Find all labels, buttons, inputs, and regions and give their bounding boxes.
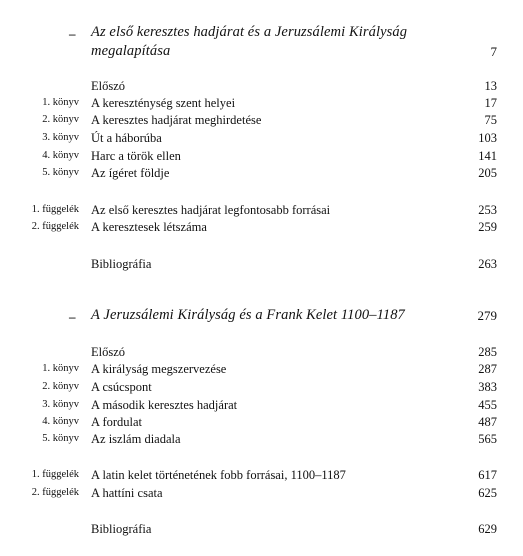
appendix-row [0,485,523,501]
chapter-page: 455 [478,398,497,412]
toc-row [0,165,523,181]
chapter-title: A második keresztes hadjárat [91,398,238,412]
appendix-page: 253 [478,203,497,217]
chapter-page: 13 [484,79,497,93]
toc-row [0,112,523,128]
appendix-title: A latin kelet történetének fobb forrásai, 1100–1187 [91,468,346,482]
toc-row [0,379,523,395]
bibliography-title: Bibliográfia [91,257,152,271]
appendix-label: 2. függelék [31,221,79,232]
part-2-dash: – [69,309,76,324]
bibliography-page: 629 [478,522,497,536]
book-label: 5. könyv [42,433,79,444]
appendix-title: A keresztesek létszáma [91,220,207,234]
chapter-page: 141 [478,149,497,163]
appendix-label: 1. függelék [31,469,79,480]
book-label: 5. könyv [42,167,79,178]
part-1-title-line-2: megalapítása [91,43,171,59]
chapter-title: Az ígéret földje [91,166,170,180]
chapter-page: 75 [484,113,497,127]
bibliography-page: 263 [478,257,497,271]
part-2-page-number: 279 [477,308,497,323]
bibliography-title: Bibliográfia [91,522,152,536]
chapter-title: Út a háborúba [91,131,162,145]
bibliography-row [0,521,523,537]
chapter-page: 383 [478,380,497,394]
chapter-page: 205 [478,166,497,180]
appendix-page: 617 [478,468,497,482]
toc-row [0,78,523,94]
chapter-title: Előszó [91,79,126,93]
chapter-page: 103 [478,131,497,145]
toc-row [0,414,523,430]
appendix-title: A hattíni csata [91,486,163,500]
appendix-label: 1. függelék [31,204,79,215]
book-label: 4. könyv [42,150,79,161]
toc-row [0,397,523,413]
bibliography-row [0,256,523,272]
book-label: 1. könyv [42,363,79,374]
chapter-page: 487 [478,415,497,429]
chapter-title: A fordulat [91,415,143,429]
toc-row [0,130,523,146]
part-1-page-number: 7 [490,44,497,59]
book-label: 2. könyv [42,114,79,125]
part-2-title: A Jeruzsálemi Királyság és a Frank Kelet 1100–1187 [91,307,405,323]
chapter-title: A keresztes hadjárat meghirdetése [91,113,262,127]
appendix-row [0,202,523,218]
book-label: 2. könyv [42,381,79,392]
appendix-row [0,219,523,235]
chapter-page: 287 [478,362,497,376]
chapter-title: Az iszlám diadala [91,432,181,446]
toc-row [0,95,523,111]
part-1-dash: – [69,26,76,41]
appendix-row [0,467,523,483]
toc-row [0,361,523,377]
book-label: 4. könyv [42,416,79,427]
chapter-title: A csúcspont [91,380,152,394]
appendix-label: 2. függelék [31,487,79,498]
toc-row [0,148,523,164]
chapter-page: 565 [478,432,497,446]
toc-row [0,344,523,360]
book-label: 3. könyv [42,399,79,410]
toc-row [0,431,523,447]
appendix-page: 625 [478,486,497,500]
book-label: 1. könyv [42,97,79,108]
part-1-title-line-1: Az első keresztes hadjárat és a Jeruzsálemi Királyság [91,24,408,40]
chapter-title: A kereszténység szent helyei [91,96,236,110]
chapter-page: 285 [478,345,497,359]
book-label: 3. könyv [42,132,79,143]
chapter-page: 17 [484,96,497,110]
chapter-title: Harc a török ellen [91,149,181,163]
chapter-title: A királyság megszervezése [91,362,227,376]
appendix-page: 259 [478,220,497,234]
appendix-title: Az első keresztes hadjárat legfontosabb forrásai [91,203,331,217]
chapter-title: Előszó [91,345,126,359]
